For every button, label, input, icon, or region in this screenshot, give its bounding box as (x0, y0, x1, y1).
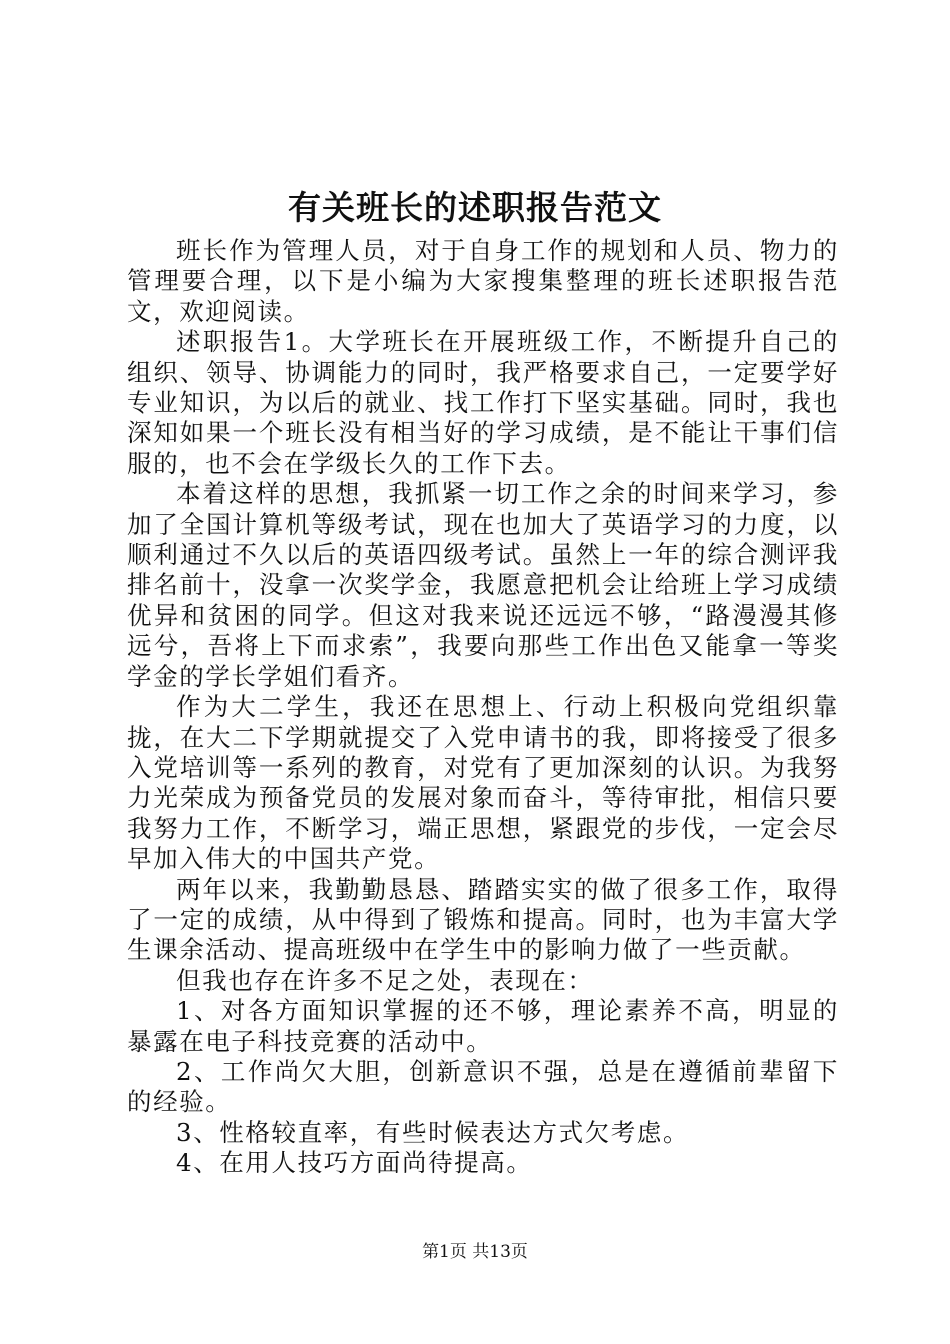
paragraph-achievements: 两年以来，我勤勤恳恳、踏踏实实的做了很多工作，取得了一定的成绩，从中得到了锻炼和提高。同时，也为丰富大学生课余活动、提高班级中在学生中的影响力做了一些贡献。 (127, 874, 839, 965)
list-item-1: 1、对各方面知识掌握的还不够，理论素养不高，明显的暴露在电子科技竞赛的活动中。 (127, 996, 839, 1056)
paragraph-shortcomings-intro: 但我也存在许多不足之处，表现在： (176, 965, 594, 995)
list-item-2: 2、工作尚欠大胆，创新意识不强，总是在遵循前辈留下的经验。 (127, 1056, 839, 1117)
paragraph-intro: 班长作为管理人员，对于自身工作的规划和人员、物力的管理要合理，以下是小编为大家搜集整理的班长述职报告范文，欢迎阅读。 (127, 236, 839, 326)
list-item-4: 4、在用人技巧方面尚待提高。 (176, 1148, 533, 1178)
paragraph-party: 作为大二学生，我还在思想上、行动上积极向党组织靠拢，在大二下学期就提交了入党申请书的我，即将接受了很多入党培训等一系列的教育，对党有了更加深刻的认识。为我努力光荣成为预备党员的发展对象而奋斗，等待审批，相信只要我努力工作，不断学习，端正思想，紧跟党的步伐，一定会尽早加入伟大的中国共产党。 (127, 692, 839, 874)
paragraph-report-1: 述职报告1。大学班长在开展班级工作，不断提升自己的组织、领导、协调能力的同时，我严格要求自己，一定要学好专业知识，为以后的就业、找工作打下坚实基础。同时，我也深知如果一个班长没有相当好的学习成绩，是不能让干事们信服的，也不会在学级长久的工作下去。 (127, 327, 839, 478)
document-title: 有关班长的述职报告范文 (288, 188, 662, 227)
document-body (127, 236, 839, 1179)
list-item-3: 3、性格较直率，有些时候表达方式欠考虑。 (176, 1117, 690, 1147)
paragraph-study: 本着这样的思想，我抓紧一切工作之余的时间来学习，参加了全国计算机等级考试，现在也加大了英语学习的力度，以顺利通过不久以后的英语四级考试。虽然上一年的综合测评我排名前十，没拿一次奖学金，我愿意把机会让给班上学习成绩优异和贫困的同学。但这对我来说还远远不够，“路漫漫其修远兮，吾将上下而求索”，我要向那些工作出色又能拿一等奖学金的学长学姐们看齐。 (127, 479, 839, 691)
page-number: 第1页 共13页 (422, 1242, 528, 1262)
